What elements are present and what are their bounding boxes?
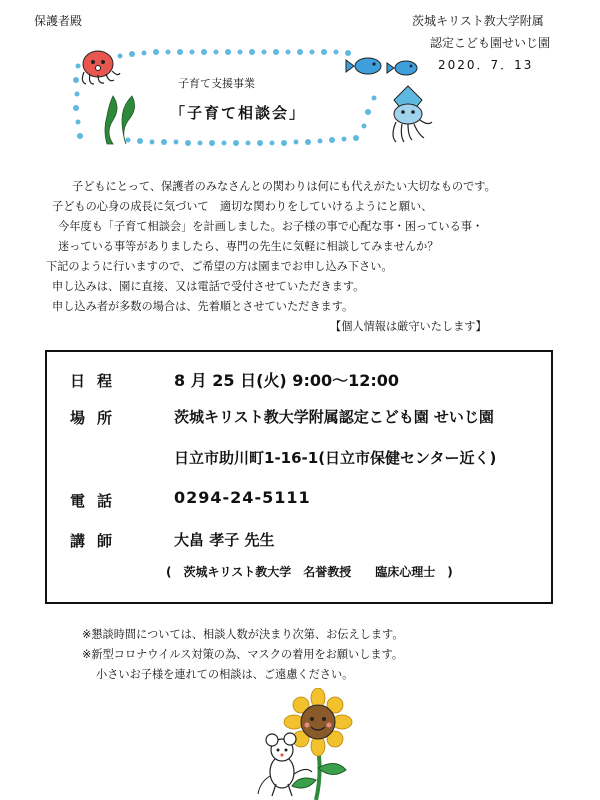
octopus-icon: [82, 51, 120, 84]
place-name: 茨城キリスト教大学附属認定こども園 せいじ園: [174, 408, 494, 426]
body-line: 申し込み者が多数の場合は、先着順とさせていただきます。: [52, 300, 354, 313]
sunflower-illustration: [256, 688, 366, 800]
page-title: 「子育て相談会」: [170, 104, 307, 122]
banner-subtitle: 子育て支援事業: [178, 77, 255, 90]
phone-label: 電話: [70, 492, 125, 510]
lecturer-label: 講師: [70, 532, 125, 550]
body-line: 子どもにとって、保護者のみなさんとの関わりは何にも代えがたい大切なものです。: [72, 180, 496, 193]
body-line: 迷っている事等がありましたら、専門の先生に気軽に相談してみませんか？: [58, 240, 439, 253]
organization-name: 茨城キリスト教大学附属: [412, 14, 544, 28]
phone-number: 0294-24-5111: [174, 488, 311, 507]
note-line: 小さいお子様を連れての相談は、ご遠慮ください。: [96, 668, 354, 681]
body-line: 今年度も「子育て相談会」を計画しました。お子様の事で心配な事・困っている事・: [58, 220, 484, 233]
body-line: 下記のように行いますので、ご希望の方は園までお申し込み下さい。: [46, 260, 393, 273]
sea-banner-illustration: [68, 44, 448, 154]
document-date: 2020．7．13: [438, 58, 534, 72]
recipient: 保護者殿: [34, 14, 83, 28]
lecturer-title: ( 茨城キリスト教大学 名誉教授 臨床心理士 ): [166, 565, 453, 579]
note-line: ※新型コロナウイルス対策の為、マスクの着用をお願いします。: [82, 648, 404, 661]
squid-icon: [393, 86, 432, 142]
privacy-notice: 【個人情報は厳守いたします】: [330, 320, 487, 333]
school-name: 認定こども園せいじ園: [430, 36, 551, 50]
note-line: ※懇談時間については、相談人数が決まり次第、お伝えします。: [82, 628, 404, 641]
body-line: 申し込みは、園に直接、又は電話で受付させていただきます。: [52, 280, 365, 293]
seaweed-icon: [105, 96, 135, 144]
lecturer-name: 大畠 孝子 先生: [174, 531, 275, 549]
fish-icon: [346, 58, 417, 75]
place-address: 日立市助川町1-16-1(日立市保健センター近く): [174, 449, 497, 467]
date-label: 日程: [70, 372, 125, 390]
date-value: 8 月 25 日(火) 9:00～12:00: [174, 371, 400, 390]
place-label: 場所: [70, 409, 125, 427]
body-line: 子どもの心身の成長に気づいて 適切な関わりをしていけるようにと願い、: [52, 200, 433, 213]
bubble-frame: [73, 49, 377, 146]
